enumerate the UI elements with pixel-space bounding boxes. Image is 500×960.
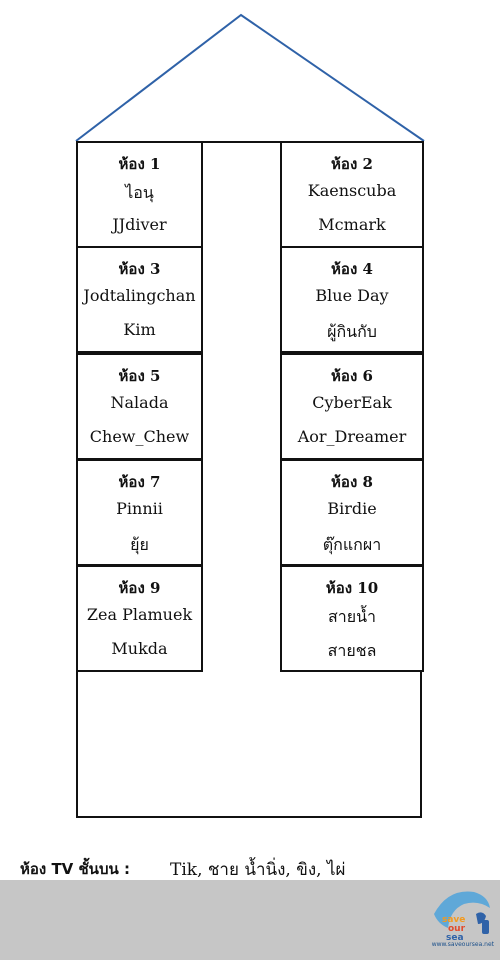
room-number: ห้อง 10 [325,579,379,597]
room-8 [280,459,424,566]
room-number: ห้อง 7 [118,473,161,491]
room-3 [76,246,203,353]
roof-outline [0,0,500,145]
room-7 [76,459,203,566]
room-number: ห้อง 4 [331,260,373,278]
room-4 [280,246,424,353]
room-number: ห้อง 3 [118,260,161,278]
room-6 [280,353,424,460]
guest-name: Chew_Chew [89,427,190,446]
guest-name: Aor_Dreamer [297,427,407,446]
guest-name: สายน้ำ [327,607,377,626]
room-number: ห้อง 1 [118,155,161,173]
guest-name: ยุ้ย [130,535,149,554]
guest-name: Birdie [327,499,377,518]
svg-text:our: our [448,924,466,934]
guest-name: Nalada [110,393,169,412]
guest-name: Mukda [111,639,168,658]
guest-name: Jodtalingchan [83,286,196,305]
guest-name: CyberEak [312,393,392,412]
guest-name: ผู้กินกับ [327,322,377,341]
room-number: ห้อง 8 [331,473,373,491]
tv-room-names: Tik, ชาย น้ำนิ่ง, ขิง, ไผ่ [170,860,346,880]
room-number: ห้อง 5 [118,367,161,385]
room-number: ห้อง 2 [331,155,373,173]
guest-name: JJdiver [112,215,167,234]
room-number: ห้อง 9 [118,579,161,597]
guest-name: Mcmark [318,215,386,234]
guest-name: Kim [123,320,156,339]
logo-url: www.saveoursea.net [431,941,494,948]
guest-name: Kaenscuba [307,181,397,200]
guest-name: Pinnii [116,499,163,518]
svg-text:sea: sea [446,933,464,943]
svg-text:save: save [442,915,466,925]
room-2 [280,141,424,248]
footer-band [0,880,500,960]
guest-name: Blue Day [315,286,389,305]
room-10 [280,565,424,672]
guest-name: ตุ๊กแกผา [322,535,382,554]
tv-room-label: ห้อง TV ชั้นบน : [20,860,130,878]
guest-name: สายชล [327,641,377,660]
room-9 [76,565,203,672]
room-number: ห้อง 6 [331,367,373,385]
room-5 [76,353,203,460]
guest-name: ไอนุ [125,183,154,202]
guest-name: Zea Plamuek [86,605,193,624]
room-1 [76,141,203,248]
